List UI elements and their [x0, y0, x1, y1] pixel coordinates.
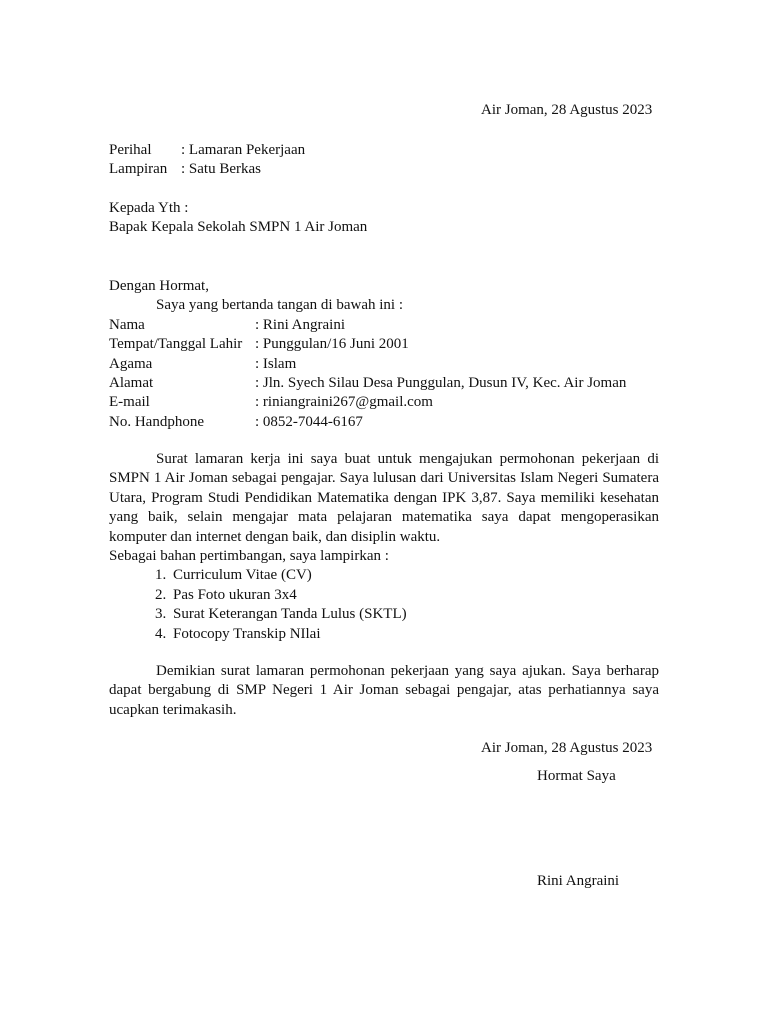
body-section	[109, 450, 659, 644]
list-text: Curriculum Vitae (CV)	[173, 567, 312, 584]
list-item	[109, 605, 659, 624]
attachment-list	[109, 566, 659, 644]
greeting-block	[109, 277, 659, 432]
field-label: Tempat/Tanggal Lahir	[109, 336, 243, 353]
field-row	[109, 316, 659, 335]
field-label: Agama	[109, 355, 153, 372]
signature-date: Air Joman, 28 Agustus 2023	[481, 740, 653, 756]
greeting: Dengan Hormat,	[109, 278, 209, 294]
field-row	[109, 393, 659, 412]
meta-row-attachment	[109, 160, 305, 179]
field-label: Nama	[109, 316, 145, 333]
field-row	[109, 335, 659, 354]
letter-meta	[109, 141, 305, 180]
field-value: : 0852-7044-6167	[255, 413, 363, 430]
recipient-block	[109, 199, 367, 238]
signature-name: Rini Angraini	[537, 873, 620, 889]
meta-label: Lampiran	[109, 161, 168, 178]
list-text: Fotocopy Transkip NIlai	[173, 625, 321, 642]
applicant-fields	[109, 316, 659, 432]
field-label: E-mail	[109, 394, 150, 411]
field-value: : Islam	[255, 355, 297, 372]
signature-respect: Hormat Saya	[537, 768, 616, 784]
list-item	[109, 625, 659, 644]
field-value: : Rini Angraini	[255, 316, 345, 333]
field-value: : Punggulan/16 Juni 2001	[255, 336, 409, 353]
meta-value: : Satu Berkas	[181, 161, 261, 178]
field-row	[109, 374, 659, 393]
field-row	[109, 413, 659, 432]
body-paragraph: Surat lamaran kerja ini saya buat untuk mengajukan permohonan pekerjaan di SMPN 1 Air Joman sebagai pengajar. Saya lulusan dari Universitas Islam Negeri Sumatera Utara, Program Studi Pendidikan Matematika dengan IPK 3,87. Saya memiliki kesehatan yang baik, selain mengajar mata pelajaran matematika saya dapat mengoperasikan komputer dan internet dengan baik, dan disiplin waktu.	[109, 451, 659, 545]
list-number: 1.	[155, 567, 167, 584]
list-number: 3.	[155, 606, 167, 623]
recipient-line: Bapak Kepala Sekolah SMPN 1 Air Joman	[109, 219, 368, 236]
list-number: 4.	[155, 625, 167, 642]
field-label: No. Handphone	[109, 413, 204, 430]
field-value: : riniangraini267@gmail.com	[255, 394, 433, 411]
intro-line: Saya yang bertanda tangan di bawah ini :	[156, 297, 404, 314]
list-number: 2.	[155, 586, 167, 603]
letter-date: Air Joman, 28 Agustus 2023	[481, 102, 653, 118]
recipient-line: Kepada Yth :	[109, 200, 189, 216]
closing-paragraph: Demikian surat lamaran permohonan pekerjaan yang saya ajukan. Saya berharap dapat bergabung di SMP Negeri 1 Air Joman sebagai pengajar, atas perhatiannya saya ucapkan terimakasih.	[109, 663, 659, 718]
meta-value: : Lamaran Pekerjaan	[181, 142, 306, 158]
field-row	[109, 355, 659, 374]
list-text: Pas Foto ukuran 3x4	[173, 586, 297, 603]
field-value: : Jln. Syech Silau Desa Punggulan, Dusun IV, Kec. Air Joman	[255, 375, 627, 392]
list-text: Surat Keterangan Tanda Lulus (SKTL)	[173, 606, 407, 623]
list-item	[109, 566, 659, 585]
field-label: Alamat	[109, 375, 154, 392]
meta-row-subject	[109, 141, 305, 160]
attachments-intro: Sebagai bahan pertimbangan, saya lampirkan :	[109, 548, 389, 565]
list-item	[109, 586, 659, 605]
meta-label: Perihal	[109, 142, 152, 158]
